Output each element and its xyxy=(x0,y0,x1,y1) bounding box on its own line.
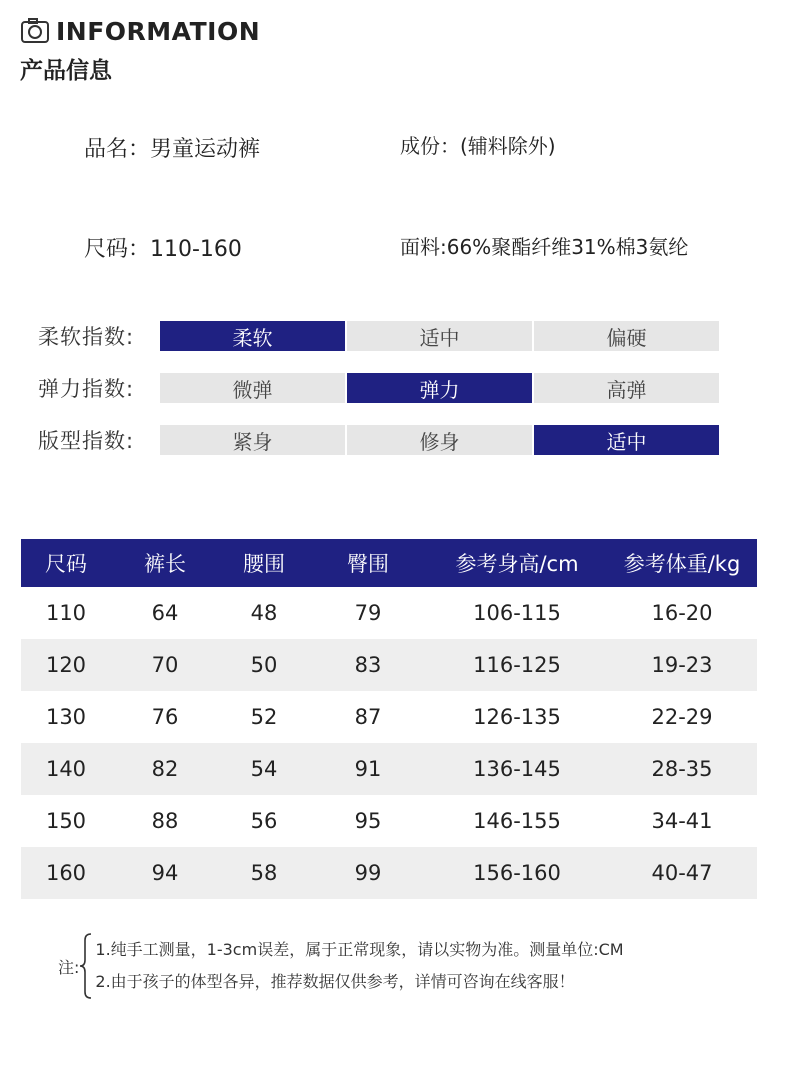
camera-icon xyxy=(20,16,50,46)
table-row xyxy=(21,639,757,691)
column-header: 尺码 xyxy=(21,539,111,587)
column-header: 参考身高/cm xyxy=(427,539,607,587)
index-options xyxy=(160,425,721,455)
table-cell: 95 xyxy=(354,809,382,833)
column-header: 参考体重/kg xyxy=(607,539,757,587)
index-row xyxy=(38,320,721,352)
table-cell: 58 xyxy=(219,847,309,899)
table-cell: 156-160 xyxy=(427,847,607,899)
product-composition: 成份：(辅料除外) xyxy=(400,134,556,158)
title-chinese: 产品信息 xyxy=(20,58,112,84)
index-option: 修身 xyxy=(347,425,532,455)
table-cell: 19-23 xyxy=(607,639,757,691)
notes-label: 注: xyxy=(58,957,80,977)
table-cell: 146-155 xyxy=(473,809,561,833)
notes xyxy=(58,932,624,1000)
table-row xyxy=(21,847,757,899)
table-row xyxy=(21,743,757,795)
table-cell: 82 xyxy=(111,743,219,795)
table-cell: 83 xyxy=(309,639,427,691)
table-cell: 54 xyxy=(219,743,309,795)
notes-lines xyxy=(95,934,623,998)
note-line: 2.由于孩子的体型各异，推荐数据仅供参考，详情可咨询在线客服！ xyxy=(95,972,575,991)
index-option: 微弹 xyxy=(160,373,345,403)
table-cell: 110 xyxy=(45,601,87,625)
index-options xyxy=(160,373,721,403)
index-label: 柔软指数: xyxy=(38,325,135,349)
table-cell: 64 xyxy=(151,601,179,625)
index-row xyxy=(38,372,721,404)
size-table-header xyxy=(21,539,757,587)
table-cell: 28-35 xyxy=(607,743,757,795)
index-option-selected: 弹力 xyxy=(347,373,532,403)
table-row xyxy=(21,587,757,639)
index-option-selected: 适中 xyxy=(534,425,719,455)
size-table-body xyxy=(21,587,757,899)
table-cell: 106-115 xyxy=(473,601,561,625)
index-label: 弹力指数: xyxy=(38,377,135,401)
index-row xyxy=(38,424,721,456)
table-cell: 87 xyxy=(354,705,382,729)
table-cell: 126-135 xyxy=(473,705,561,729)
table-cell: 116-125 xyxy=(427,639,607,691)
product-size-range: 尺码：110-160 xyxy=(84,237,242,262)
index-label: 版型指数: xyxy=(38,429,135,453)
table-cell: 76 xyxy=(151,705,179,729)
table-row xyxy=(21,691,757,743)
table-cell: 56 xyxy=(250,809,278,833)
product-name: 品名：男童运动裤 xyxy=(84,137,261,162)
size-table xyxy=(21,539,757,899)
index-option: 高弹 xyxy=(534,373,719,403)
header-title-row xyxy=(20,16,260,46)
index-option-selected: 柔软 xyxy=(160,321,345,351)
column-header: 裤长 xyxy=(111,539,219,587)
index-option: 紧身 xyxy=(160,425,345,455)
table-cell: 79 xyxy=(354,601,382,625)
table-cell: 70 xyxy=(111,639,219,691)
table-cell: 94 xyxy=(111,847,219,899)
table-cell: 91 xyxy=(309,743,427,795)
table-cell: 130 xyxy=(45,705,87,729)
table-cell: 50 xyxy=(219,639,309,691)
table-cell: 99 xyxy=(309,847,427,899)
table-cell: 34-41 xyxy=(651,809,713,833)
table-cell: 16-20 xyxy=(651,601,713,625)
table-cell: 88 xyxy=(151,809,179,833)
table-cell: 22-29 xyxy=(651,705,713,729)
index-options xyxy=(160,321,721,351)
index-option: 适中 xyxy=(347,321,532,351)
note-line: 1.纯手工测量，1-3cm误差，属于正常现象，请以实物为准。测量单位:CM xyxy=(95,940,624,959)
product-fabric: 面料:66%聚酯纤维31%棉3氨纶 xyxy=(400,235,689,259)
table-cell: 150 xyxy=(45,809,87,833)
table-cell: 40-47 xyxy=(607,847,757,899)
index-option: 偏硬 xyxy=(534,321,719,351)
table-cell: 48 xyxy=(250,601,278,625)
column-header: 腰围 xyxy=(219,539,309,587)
column-header: 臀围 xyxy=(309,539,427,587)
index-block xyxy=(38,320,721,476)
table-cell: 160 xyxy=(21,847,111,899)
header xyxy=(20,16,260,85)
table-cell: 120 xyxy=(21,639,111,691)
table-row xyxy=(21,795,757,847)
brace-icon xyxy=(79,932,93,1000)
table-cell: 140 xyxy=(21,743,111,795)
table-cell: 52 xyxy=(250,705,278,729)
title-english: INFORMATION xyxy=(56,16,261,46)
table-cell: 136-145 xyxy=(427,743,607,795)
